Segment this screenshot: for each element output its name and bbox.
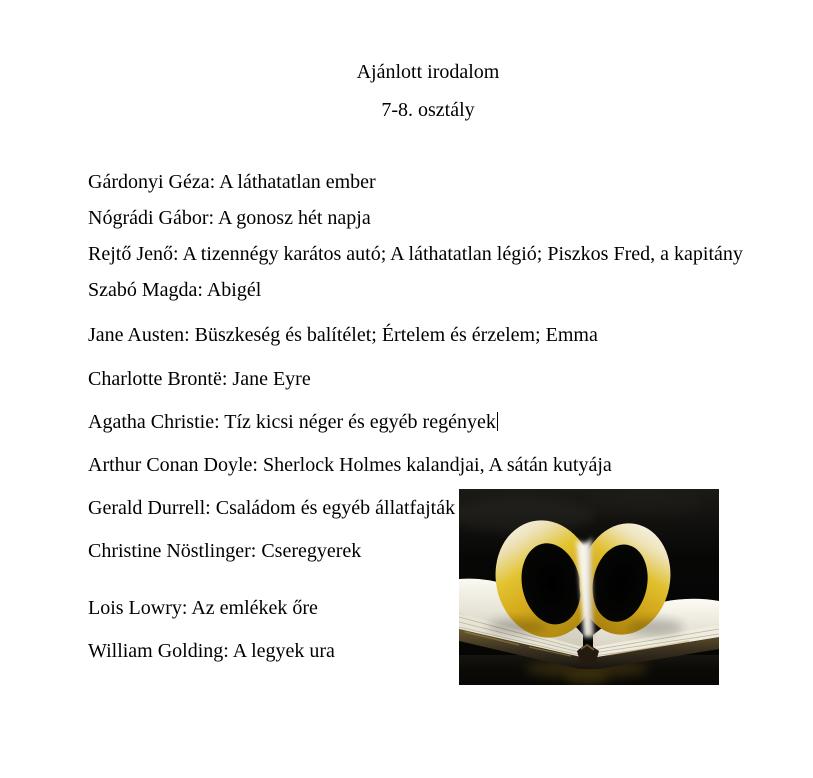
doc-subtitle[interactable]: 7-8. osztály	[381, 99, 475, 121]
list-item[interactable]	[88, 241, 743, 267]
list-item-text: Lois Lowry: Az emlékek őre	[88, 597, 318, 619]
book-heart-illustration	[459, 489, 719, 685]
list-item[interactable]	[88, 277, 261, 303]
list-item[interactable]	[88, 638, 335, 664]
list-item[interactable]	[88, 495, 455, 521]
list-item[interactable]	[88, 452, 612, 478]
list-item-text: Christine Nöstlinger: Cseregyerek	[88, 540, 362, 562]
list-item-text: Arthur Conan Doyle: Sherlock Holmes kalandjai, A sátán kutyája	[88, 454, 612, 476]
list-item[interactable]	[88, 322, 598, 348]
list-item[interactable]	[88, 205, 371, 231]
list-item-text: William Golding: A legyek ura	[88, 640, 335, 662]
list-item-text: Gerald Durrell: Családom és egyéb állatfajták	[88, 497, 456, 519]
list-item[interactable]	[88, 595, 318, 621]
list-item[interactable]	[88, 409, 498, 435]
list-item[interactable]	[88, 169, 376, 195]
doc-title[interactable]: Ajánlott irodalom	[356, 61, 500, 83]
list-item-text: Gárdonyi Géza: A láthatatlan ember	[88, 171, 376, 193]
list-item-text: Jane Austen: Büszkeség és balítélet; Értelem és érzelem; Emma	[88, 324, 598, 346]
list-item[interactable]	[88, 538, 361, 564]
list-item-text: Szabó Magda: Abigél	[88, 279, 262, 301]
list-item-text: Nógrádi Gábor: A gonosz hét napja	[88, 207, 371, 229]
list-item-text: Rejtő Jenő: A tizennégy karátos autó; A láthatatlan légió; Piszkos Fred, a kapitány	[88, 243, 743, 265]
book-heart-image[interactable]	[459, 489, 719, 685]
text-cursor	[497, 412, 498, 431]
list-item-text: Agatha Christie: Tíz kicsi néger és egyéb regények	[88, 411, 496, 433]
list-item[interactable]	[88, 366, 311, 392]
list-item-text: Charlotte Brontë: Jane Eyre	[88, 368, 311, 390]
